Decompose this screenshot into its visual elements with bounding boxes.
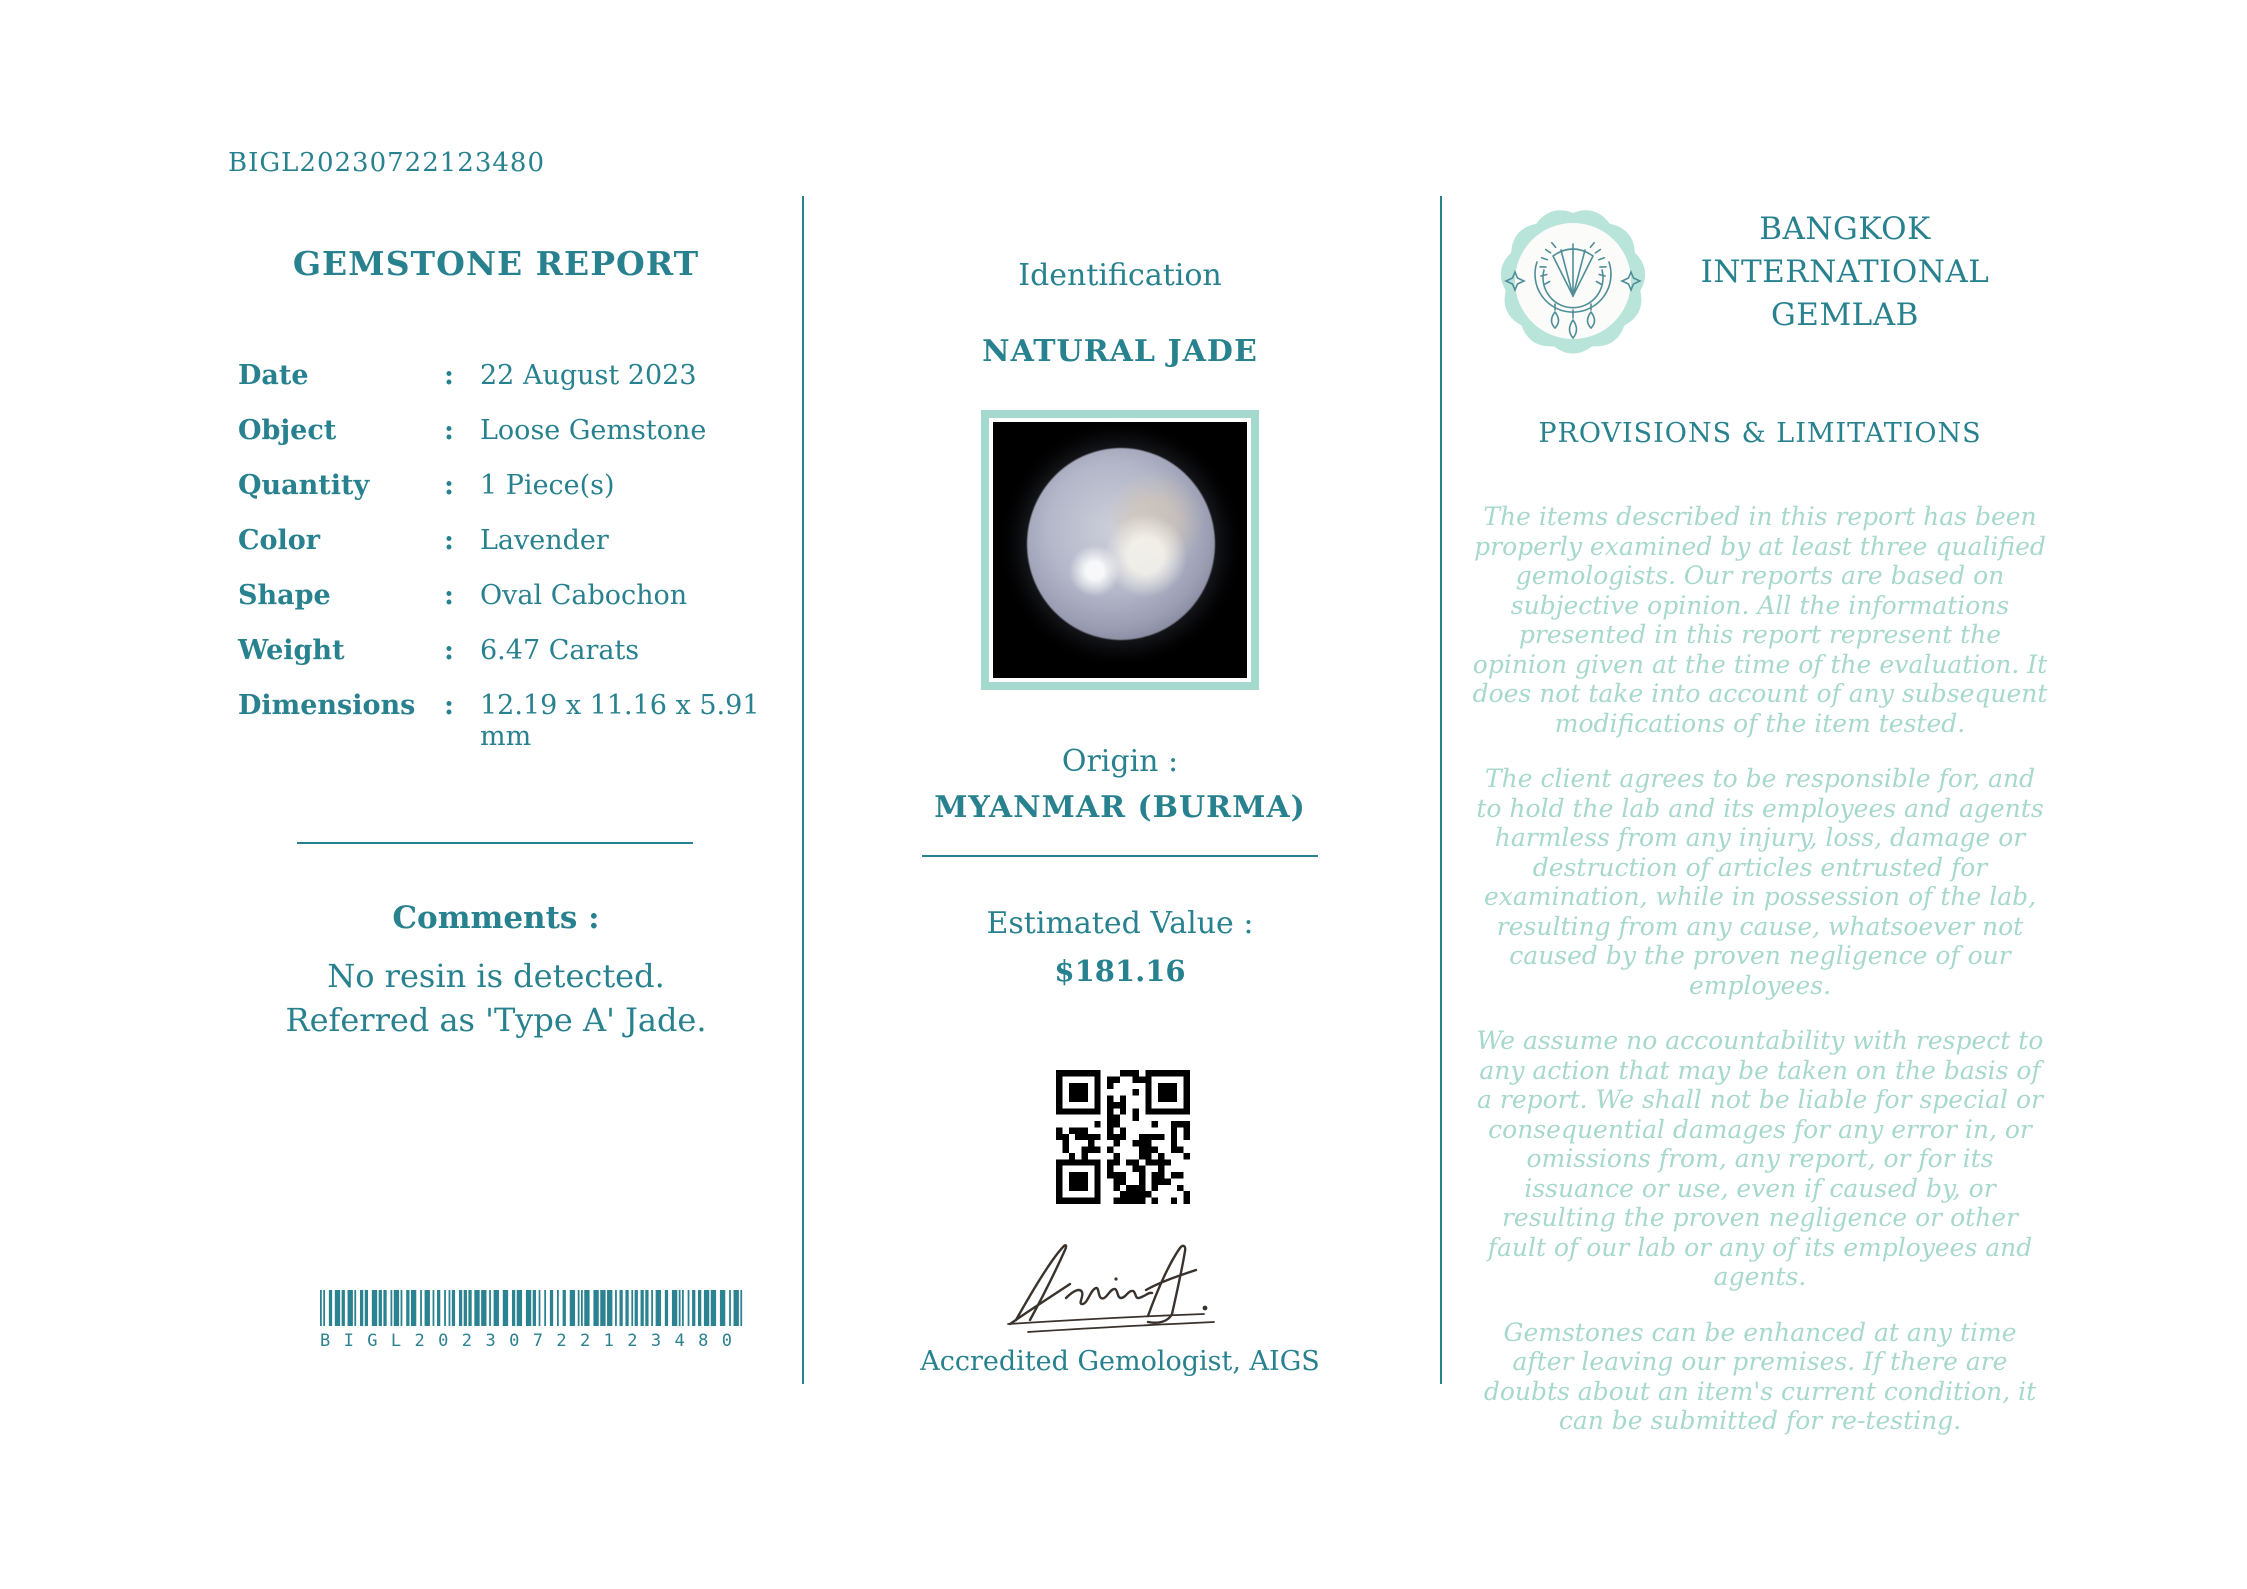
field-value: 22 August 2023 bbox=[480, 360, 697, 391]
field-separator: : bbox=[444, 635, 454, 666]
field-value: Loose Gemstone bbox=[480, 415, 707, 446]
field-label: Dimensions bbox=[238, 690, 416, 721]
lab-name bbox=[1650, 208, 2040, 337]
comments-section bbox=[230, 900, 762, 1042]
identification-heading: Identification bbox=[1018, 258, 1222, 293]
report-field-row bbox=[238, 525, 798, 580]
field-separator: : bbox=[444, 360, 454, 391]
comment-line: Referred as 'Type A' Jade. bbox=[285, 1001, 707, 1039]
field-value: Oval Cabochon bbox=[480, 580, 688, 611]
column-divider-right bbox=[1440, 196, 1442, 1384]
field-label: Object bbox=[238, 415, 337, 446]
lab-logo-badge bbox=[1497, 200, 1649, 362]
estimated-value-label: Estimated Value : bbox=[986, 906, 1254, 941]
gem-cabochon-image bbox=[1027, 448, 1215, 640]
report-field-row bbox=[238, 415, 798, 470]
provisions-paragraph: Gemstones can be enhanced at any time after leaving our premises. If there are doubts about an item's current condition, it can be submitted for re-testing. bbox=[1483, 1317, 2037, 1435]
comments-divider bbox=[297, 842, 693, 844]
column-divider-left bbox=[802, 196, 804, 1384]
gemologist-line: Accredited Gemologist, AIGS bbox=[920, 1346, 1320, 1377]
lab-logo bbox=[1497, 200, 1649, 362]
barcode-text: BIGL20230722123480 bbox=[320, 1331, 746, 1351]
origin-label: Origin : bbox=[1061, 744, 1179, 779]
origin-value: MYANMAR (BURMA) bbox=[934, 790, 1306, 825]
field-label: Weight bbox=[238, 635, 345, 666]
qr-code bbox=[1056, 1070, 1190, 1204]
comment-line: No resin is detected. bbox=[327, 957, 665, 995]
barcode-bars bbox=[320, 1290, 746, 1326]
lab-name-line: BANGKOK bbox=[1759, 211, 1931, 247]
field-separator: : bbox=[444, 415, 454, 446]
report-field-row bbox=[238, 690, 798, 752]
field-label: Quantity bbox=[238, 470, 370, 501]
signature-ink bbox=[1000, 1236, 1240, 1338]
comments-title: Comments : bbox=[392, 900, 600, 936]
field-label: Color bbox=[238, 525, 320, 556]
provisions-text bbox=[1470, 502, 2050, 1462]
origin-divider bbox=[922, 855, 1318, 857]
report-number: BIGL20230722123480 bbox=[228, 148, 545, 178]
report-field-row bbox=[238, 635, 798, 690]
report-field-row bbox=[238, 580, 798, 635]
field-value: 12.19 x 11.16 x 5.91 mm bbox=[480, 690, 760, 752]
report-field-row bbox=[238, 360, 798, 415]
field-separator: : bbox=[444, 580, 454, 611]
barcode bbox=[320, 1290, 746, 1351]
provisions-paragraph: We assume no accountability with respect to any action that may be taken on the basis of a report. We shall not be liable for special or consequential damages for any error in, or omissions from, any report, or for its issuance or use, even if caused by, or resulting the proven negligence or other fault of our lab or any of its employees and agents. bbox=[1476, 1026, 2044, 1291]
provisions-title: PROVISIONS & LIMITATIONS bbox=[1538, 418, 1982, 449]
field-separator: : bbox=[444, 525, 454, 556]
comments-lines bbox=[230, 954, 762, 1042]
report-title: GEMSTONE REPORT bbox=[292, 244, 700, 283]
report-fields bbox=[238, 360, 798, 752]
provisions-paragraph: The items described in this report has been properly examined by at least three qualified gemologists. Our reports are based on subjective opinion. All the informations presented in this report represent the opinion given at the time of the evaluation. It does not take into account of any subsequent modifications of the item tested. bbox=[1472, 502, 2048, 738]
gemologist-signature bbox=[1000, 1236, 1240, 1338]
field-value: 6.47 Carats bbox=[480, 635, 640, 666]
gem-photo bbox=[993, 422, 1247, 678]
lab-name-line: INTERNATIONAL bbox=[1700, 254, 1990, 290]
field-label: Shape bbox=[238, 580, 331, 611]
gem-photo-frame bbox=[981, 410, 1259, 690]
field-separator: : bbox=[444, 690, 454, 721]
field-separator: : bbox=[444, 470, 454, 501]
field-value: Lavender bbox=[480, 525, 609, 556]
field-value: 1 Piece(s) bbox=[480, 470, 615, 501]
field-label: Date bbox=[238, 360, 309, 391]
identification-result: NATURAL JADE bbox=[982, 334, 1258, 369]
provisions-paragraph: The client agrees to be responsible for, and to hold the lab and its employees and agents harmless from any injury, loss, damage or destruction of articles entrusted for examination, while in possession of the lab, resulting from any cause, whatsoever not caused by the proven negligence of our employees. bbox=[1476, 764, 2044, 1000]
report-field-row bbox=[238, 470, 798, 525]
estimated-value: $181.16 bbox=[1054, 954, 1186, 988]
lab-name-line: GEMLAB bbox=[1771, 297, 1919, 333]
